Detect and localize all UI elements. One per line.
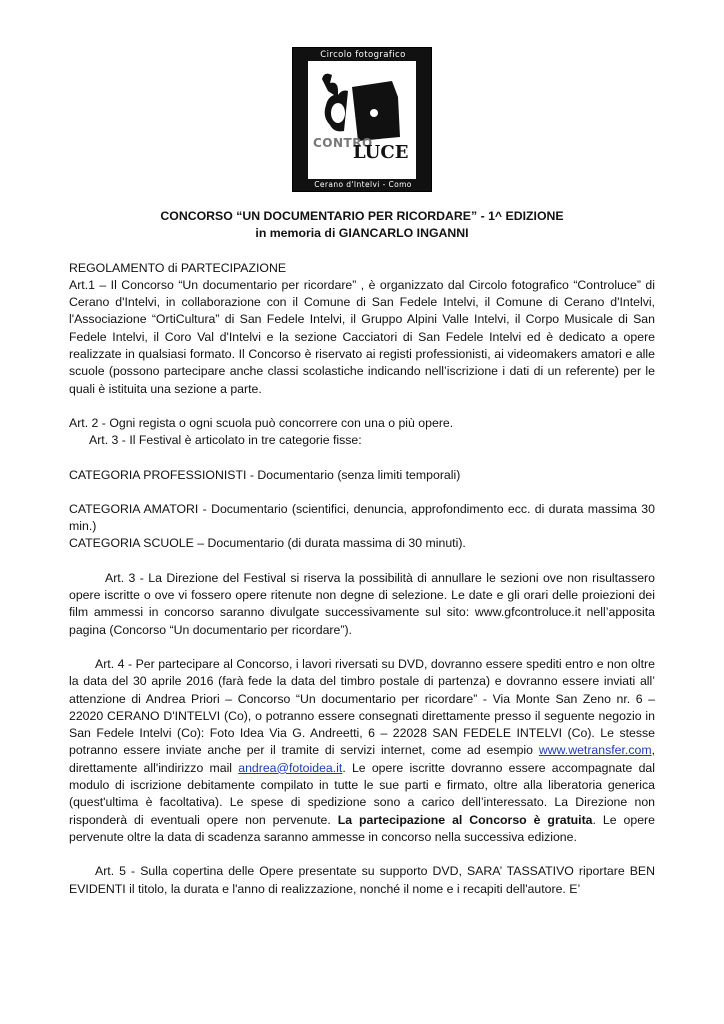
article-4-part-4: . Le opere pervenute oltre la data di scadenza saranno ammesse in concorso nella successiva edizione. [69,812,655,844]
logo-name-right: LUCE [353,142,409,163]
article-3-categories: Art. 3 - Il Festival è articolato in tre categorie fisse: [89,433,362,448]
title-line-2: in memoria di GIANCARLO INGANNI [255,226,469,241]
category-professionisti: CATEGORIA PROFESSIONISTI - Documentario (senza limiti temporali) [69,467,461,482]
regulation-heading: REGOLAMENTO di PARTECIPAZIONE [69,260,287,275]
article-4-part-2: , direttamente all'indirizzo mail [69,743,655,775]
category-amatori: CATEGORIA AMATORI - Documentario (scientifici, denuncia, approfondimento ecc. di durata massima 30 min.) [69,501,655,534]
article-3-direction: Art. 3 - La Direzione del Festival si riserva la possibilità di annullare le sezioni ove non risultassero opere iscritte o ove vi fossero opere ritenute non degne di selezione. Le date e gli orari delle proiezioni dei film ammessi in concorso saranno divulgate successivamente sul sito: www.gfcontroluce.it nell’apposita pagina (Concorso “Un documentario per ricordare”). [69,570,655,637]
controluce-logo [292,47,432,192]
logo-top-text: Circolo fotografico [320,50,406,60]
article-5: Art. 5 - Sulla copertina delle Opere presentate su supporto DVD, SARA’ TASSATIVO riportare BEN EVIDENTI il titolo, la durata e l'anno di realizzazione, nonché il nome e i recapiti dell'autore. E’ [69,864,655,896]
title-line-1: CONCORSO “UN DOCUMENTARIO PER RICORDARE” - 1^ EDIZIONE [160,209,564,223]
logo-name-left: CONTRO [313,136,373,150]
free-participation-bold: La partecipazione al Concorso è gratuita [337,812,593,827]
article-1: Art.1 – Il Concorso “Un documentario per ricordare” , è organizzato dal Circolo fotografico “Controluce” di Cerano d'Intelvi, in collaborazione con il Comune di San Fedele Intelvi, il Comune di Cerano d'Intelvi, l'Associazione “OrtiCultura” di San Fedele Intelvi, il Gruppo Alpini Valle Intelvi, il Corpo Musicale di San Fedele Intelvi, il Coro Val d'Intelvi e la sezione Cacciatori di San Fedele Intelvi ed è dedicato a opere realizzate in qualsiasi formato. Il Concorso è riservato ai registi professionisti, ai videomakers amatori e alle scuole (possono partecipare anche classi scolastiche indicando nell’iscrizione i dati di un referente) per le quali è istituita una sezione a parte. [69,277,655,396]
article-4 [69,656,655,846]
article-4-part-3: . Le opere iscritte dovranno essere accompagnate dal modulo di iscrizione debitamente compilato in tutte le sue parti e firmato, oltre alla liberatoria generica (quest'ultima è facoltativa). Le spese di spedizione sono a carico dell’interessato. La Direzione non risponderà di eventuali opere non pervenute. [69,760,655,827]
wetransfer-link[interactable]: www.wetransfer.com [538,743,652,758]
article-4-part-1: Art. 4 - Per partecipare al Concorso, i lavori riversati su DVD, dovranno essere spediti entro e non oltre la data del 30 aprile 2016 (farà fede la data del timbro postale di partenza) e dovranno essere inviati all’ attenzione di Andrea Priori – Concorso “Un documentario per ricordare” - Via Monte San Zeno nr. 6 – 22020 CERANO D'INTELVI (Co), o potranno essere consegnati direttamente presso il seguente negozio in San Fedele Intelvi (Co): Foto Idea Via G. Andreetti, 6 – 22028 SAN FEDELE INTELVI (Co). Le stesse potranno essere inviate anche per il tramite di servizi internet, come ad esempio [69,656,655,758]
category-scuole: CATEGORIA SCUOLE – Documentario (di durata massima di 30 minuti). [69,536,466,551]
article-2: Art. 2 - Ogni regista o ogni scuola può concorrere con una o più opere. [69,415,454,430]
logo-bottom-text: Cerano d'Intelvi - Como [314,180,412,189]
email-link[interactable]: andrea@fotoidea.it [238,760,343,775]
document-body [69,208,655,898]
